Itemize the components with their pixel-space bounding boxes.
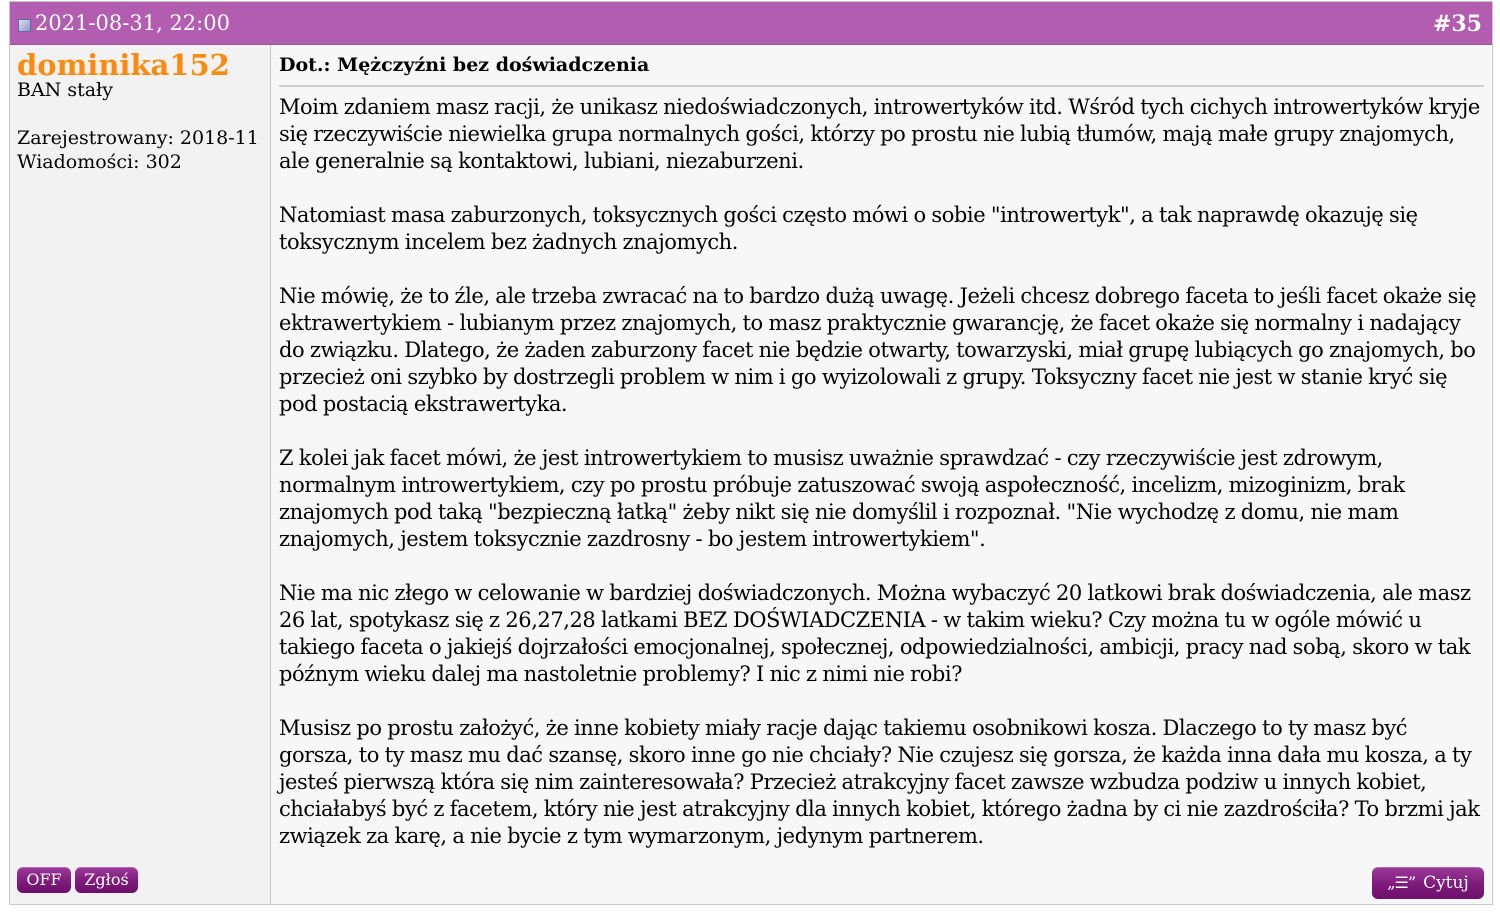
post-date-container xyxy=(18,11,230,35)
author-rank: BAN stały xyxy=(17,79,113,101)
post-number xyxy=(1433,11,1482,37)
quote-button[interactable] xyxy=(1372,867,1484,899)
post-paragraph: Moim zdaniem masz racji, że unikasz niedoświadczonych, introwertyków itd. Wśród tych cichych introwertyków kryje się rzeczywiście niewielka grupa normalnych gości, którzy po prostu nie lubią tłumów, mają małe grupy znajomych, ale generalnie są kontaktowi, lubiani, niezaburzeni. xyxy=(279,95,1480,173)
post-date: 2021-08-31, 22:00 xyxy=(35,11,230,35)
author-messages: Wiadomości: 302 xyxy=(17,151,182,173)
post-header xyxy=(10,2,1492,45)
author-panel xyxy=(10,45,271,904)
forum-post xyxy=(9,1,1493,905)
post-paragraph: Nie mówię, że to źle, ale trzeba zwracać na to bardzo dużą uwagę. Jeżeli chcesz dobrego faceta to jeśli facet okaże się ektrawertykiem - lubianym przez znajomych, to masz praktycznie gwarancję, że facet okaże się normalny i nadający do związku. Dlatego, że żaden zaburzony facet nie będzie otwarty, towarzyski, miał grupę lubiących go znajomych, bo przecież oni szybko by dostrzegli problem w nim i go wyizolowali z grupy. Toksyczny facet nie jest w stanie kryć się pod postacią ekstrawertyka. xyxy=(279,284,1477,416)
post-body xyxy=(279,94,1484,877)
quote-button-label: Cytuj xyxy=(1423,873,1469,893)
author-meta xyxy=(17,126,259,174)
post-document-icon xyxy=(18,19,31,32)
post-paragraph: Natomiast masa zaburzonych, toksycznych gości często mówi o sobie "introwertyk", a tak naprawdę okazuję się toksycznym incelem bez żadnych znajomych. xyxy=(279,203,1418,254)
post-paragraph: Musisz po prostu założyć, że inne kobiety miały racje dając takiemu osobnikowi kosza. Dlaczego to ty masz być gorsza, to ty masz mu dać szansę, skoro inne go nie chciały? Nie czujesz się gorsza, że każda inna dała mu kosza, a ty jesteś pierwszą która się nim zainteresowała? Przecież atrakcyjny facet zawsze wzbudza podziw u innych kobiet, chciałabyś być z facetem, który nie jest atrakcyjny dla innych kobiet, którego żadna by ci nie zazdrościła? To brzmi jak związek za karę, a nie bycie z tym wymarzonym, jedynym partnerem. xyxy=(279,716,1480,848)
report-button[interactable]: Zgłoś xyxy=(75,867,138,893)
post-content xyxy=(271,45,1492,904)
quote-icon: „☰” xyxy=(1387,873,1416,892)
off-button[interactable]: OFF xyxy=(17,867,71,893)
post-subject: Dot.: Mężczyźni bez doświadczenia xyxy=(279,54,650,76)
post-number-link[interactable]: #35 xyxy=(1432,11,1482,37)
post-paragraph: Z kolei jak facet mówi, że jest introwertykiem to musisz uważnie sprawdzać - czy rzeczywiście jest zdrowym, normalnym introwertykiem, czy po prostu próbuje zatuszować swoją aspołeczność, incelizm, mizoginizm, brak znajomych pod taką "bezpieczną łatką" żeby nikt się nie domyślil i rozpoznał. "Nie wychodzę z domu, nie mam znajomych, jestem toksycznie zazdrosny - bo jestem introwertykiem". xyxy=(279,446,1405,551)
post-paragraph: Nie ma nic złego w celowanie w bardziej doświadczonych. Można wybaczyć 20 latkowi brak doświadczenia, ale masz 26 lat, spotykasz się z 26,27,28 latkami BEZ DOŚWIADCZENIA - w takim wieku? Czy można tu w ogóle mówić u takiego faceta o jakiejś dojrzałości emocjonalnej, społecznej, odpowiedzialności, ambicji, pracy nad sobą, skoro w tak późnym wieku dalej ma nastoletnie problemy? I nic z nimi nie robi? xyxy=(279,581,1471,686)
author-registered: Zarejestrowany: 2018-11 xyxy=(17,127,259,149)
subject-divider xyxy=(279,85,1484,87)
author-username[interactable]: dominika152 xyxy=(17,48,230,82)
